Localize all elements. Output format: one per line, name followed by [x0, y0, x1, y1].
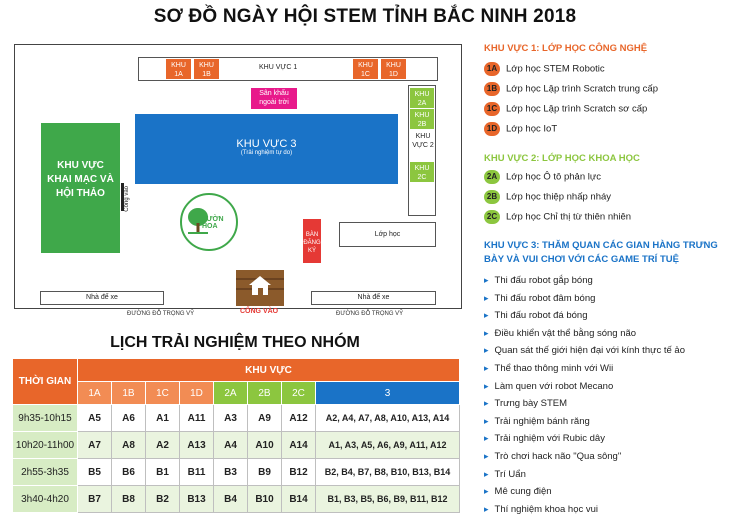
group-cell: B10: [248, 486, 282, 513]
table-row: [13, 459, 460, 486]
area-1-label: KHU VỰC 1: [259, 64, 298, 71]
bullet-icon: ▸: [484, 468, 489, 479]
legend-item-label: Lớp học thiệp nhấp nháy: [506, 191, 612, 203]
bullet-icon: ▸: [484, 380, 489, 391]
zone-code-badge: 2A: [484, 170, 500, 184]
bullet-icon: ▸: [484, 292, 489, 303]
legend-item-label: Thi đấu robot gắp bóng: [494, 275, 593, 286]
group-cell: A14: [282, 432, 316, 459]
legend-item: [484, 381, 685, 399]
time-cell: 9h35-10h15: [13, 405, 78, 432]
table-row: [13, 432, 460, 459]
group-cell: A6: [112, 405, 146, 432]
column-header: 3: [316, 382, 460, 405]
zone-1b: KHU 1B: [194, 59, 219, 79]
legend-item-label: Thi đấu robot đá bóng: [494, 310, 588, 322]
column-header: 2B: [248, 382, 282, 405]
garden-label: VƯỜN HOA: [202, 216, 224, 230]
opening-area: KHU VỰC KHAI MẠC VÀ HỘI THẢO: [41, 123, 120, 253]
group-cell: A9: [248, 405, 282, 432]
group-cell: A2: [146, 432, 180, 459]
legend-item-label: Mê cung điện: [494, 486, 552, 498]
legend-item-label: Thể thao thông minh với Wii: [494, 362, 614, 374]
column-header: 2A: [214, 382, 248, 405]
legend-item-label: Lớp học Chỉ thị từ thiên nhiên: [506, 211, 632, 223]
legend-item-label: Trí Uẩn: [494, 468, 526, 480]
classroom: Lớp học: [339, 222, 436, 247]
zone-code-badge: 1B: [484, 82, 500, 96]
legend-item: [484, 345, 685, 363]
group-cell: B1, B3, B5, B6, B9, B11, B12: [316, 486, 460, 513]
bullet-icon: ▸: [484, 486, 489, 497]
group-cell: A2, A4, A7, A8, A10, A13, A14: [316, 405, 460, 432]
bullet-icon: ▸: [484, 503, 489, 514]
bullet-icon: ▸: [484, 433, 489, 444]
area-3-subtitle: (Trải nghiệm tự do): [240, 150, 293, 156]
column-header-row: [13, 382, 460, 405]
column-header: 1A: [78, 382, 112, 405]
zone-code-badge: 2B: [484, 190, 500, 204]
legend-item-label: Lớp học Ô tô phản lực: [506, 171, 601, 183]
legend-item-label: Quan sát thế giới hiện đại với kính thực tế ảo: [494, 345, 685, 357]
group-cell: B2: [146, 486, 180, 513]
group-cell: A4: [214, 432, 248, 459]
column-header: 1D: [180, 382, 214, 405]
group-cell: A10: [248, 432, 282, 459]
road-label-right: ĐƯỜNG ĐỖ TRỌNG VỸ: [336, 311, 404, 317]
main-gate: [236, 270, 284, 306]
garden-circle: [180, 193, 238, 251]
group-cell: B12: [282, 459, 316, 486]
bullet-icon: ▸: [484, 327, 489, 338]
group-cell: A8: [112, 432, 146, 459]
legend-item-label: Điều khiển vật thể bằng sóng não: [494, 327, 637, 339]
legend-item: [484, 416, 685, 434]
road-label-left: ĐƯỜNG ĐỖ TRỌNG VỸ: [127, 311, 195, 317]
legend-item: [484, 170, 631, 190]
time-header: THỜI GIAN: [13, 359, 78, 405]
legend-item: [484, 275, 685, 293]
legend-item: [484, 469, 685, 487]
gate-icon: [236, 270, 284, 306]
group-cell: A13: [180, 432, 214, 459]
area-3-block: [135, 114, 398, 184]
zone-code-badge: 1D: [484, 122, 500, 136]
group-cell: A7: [78, 432, 112, 459]
group-cell: B3: [214, 459, 248, 486]
group-cell: B11: [180, 459, 214, 486]
legend-item: [484, 210, 631, 230]
legend-item: [484, 310, 685, 328]
area-header: KHU VỰC: [78, 359, 460, 382]
schedule-title: LỊCH TRẢI NGHIỆM THEO NHÓM: [110, 334, 360, 351]
legend-item: [484, 363, 685, 381]
group-cell: A12: [282, 405, 316, 432]
parking-left: Nhà để xe: [40, 291, 164, 305]
group-cell: B2, B4, B7, B8, B10, B13, B14: [316, 459, 460, 486]
table-row: [13, 486, 460, 513]
zone-2c: KHU 2C: [410, 162, 434, 182]
column-header: 1B: [112, 382, 146, 405]
legend-item: [484, 190, 631, 210]
group-cell: B14: [282, 486, 316, 513]
area-2-list: [484, 170, 631, 230]
group-cell: A1: [146, 405, 180, 432]
area-3-title: KHU VỰC 3: [236, 138, 297, 150]
main-gate-label: CỔNG VÀO: [240, 308, 279, 315]
group-cell: B7: [78, 486, 112, 513]
group-cell: B13: [180, 486, 214, 513]
time-cell: 3h40-4h20: [13, 486, 78, 513]
group-cell: A5: [78, 405, 112, 432]
group-cell: A11: [180, 405, 214, 432]
zone-2a: KHU 2A: [410, 88, 434, 108]
area-3-heading: KHU VỰC 3: THĂM QUAN CÁC GIAN HÀNG TRƯNG BÀY VÀ VUI CHƠI VỚI CÁC GAME TRÍ TUỆ: [484, 240, 718, 265]
legend-item-label: Lớp học STEM Robotic: [506, 63, 605, 75]
legend-item-label: Lớp học Lập trình Scratch trung cấp: [506, 83, 658, 95]
area-3-list: [484, 275, 685, 521]
group-cell: B5: [78, 459, 112, 486]
bullet-icon: ▸: [484, 398, 489, 409]
group-cell: B6: [112, 459, 146, 486]
group-cell: A1, A3, A5, A6, A9, A11, A12: [316, 432, 460, 459]
group-cell: B9: [248, 459, 282, 486]
column-header: 1C: [146, 382, 180, 405]
bullet-icon: ▸: [484, 345, 489, 356]
column-header: 2C: [282, 382, 316, 405]
legend-item: [484, 504, 685, 521]
area-2-heading: KHU VỰC 2: LỚP HỌC KHOA HỌC: [484, 153, 640, 164]
legend-item: [484, 293, 685, 311]
legend-item: [484, 122, 658, 142]
schedule-body: [13, 405, 460, 513]
group-cell: B1: [146, 459, 180, 486]
registration-desk: BÀN ĐĂNG KÝ: [303, 219, 321, 263]
zone-code-badge: 2C: [484, 210, 500, 224]
schedule-table: [12, 358, 460, 513]
bullet-icon: ▸: [484, 310, 489, 321]
area-1-list: [484, 62, 658, 142]
legend-item-label: Thi đấu robot đâm bóng: [494, 292, 596, 304]
legend-item: [484, 433, 685, 451]
zone-2b: KHU 2B: [410, 109, 434, 129]
zone-code-badge: 1C: [484, 102, 500, 116]
bullet-icon: ▸: [484, 275, 489, 285]
area-2-label: KHU VỰC 2: [412, 133, 434, 149]
parking-right: Nhà để xe: [311, 291, 436, 305]
legend-item: [484, 328, 685, 346]
page-title: SƠ ĐỒ NGÀY HỘI STEM TỈNH BẮC NINH 2018: [153, 6, 577, 27]
side-gate-label: Cổng vào: [124, 186, 130, 212]
group-cell: B4: [214, 486, 248, 513]
legend-item: [484, 62, 658, 82]
legend-item: [484, 451, 685, 469]
table-row: [13, 405, 460, 432]
legend-item: [484, 398, 685, 416]
legend-item-label: Trưng bày STEM: [494, 398, 568, 410]
legend-item-label: Trải nghiệm bánh răng: [494, 415, 590, 427]
legend-item-label: Trò chơi hack não "Qua sông": [494, 450, 622, 462]
zone-1d: KHU 1D: [381, 59, 406, 79]
bullet-icon: ▸: [484, 450, 489, 461]
group-cell: B8: [112, 486, 146, 513]
bullet-icon: ▸: [484, 362, 489, 373]
zone-1a: KHU 1A: [166, 59, 191, 79]
time-cell: 10h20-11h00: [13, 432, 78, 459]
legend-item: [484, 486, 685, 504]
legend-item-label: Làm quen với robot Mecano: [494, 380, 614, 392]
legend-item: [484, 82, 658, 102]
zone-1c: KHU 1C: [353, 59, 378, 79]
outdoor-stage: Sân khấu ngoài trời: [251, 88, 297, 109]
legend-item-label: Lớp học IoT: [506, 123, 558, 135]
area-1-heading: KHU VỰC 1: LỚP HỌC CÔNG NGHỆ: [484, 43, 648, 54]
bullet-icon: ▸: [484, 415, 489, 426]
legend-item: [484, 102, 658, 122]
legend-item-label: Thí nghiệm khoa học vui: [494, 503, 599, 515]
zone-code-badge: 1A: [484, 62, 500, 76]
legend-item-label: Trải nghiệm với Rubic dây: [494, 433, 605, 445]
legend-item-label: Lớp học Lập trình Scratch sơ cấp: [506, 103, 648, 115]
time-cell: 2h55-3h35: [13, 459, 78, 486]
group-cell: A3: [214, 405, 248, 432]
